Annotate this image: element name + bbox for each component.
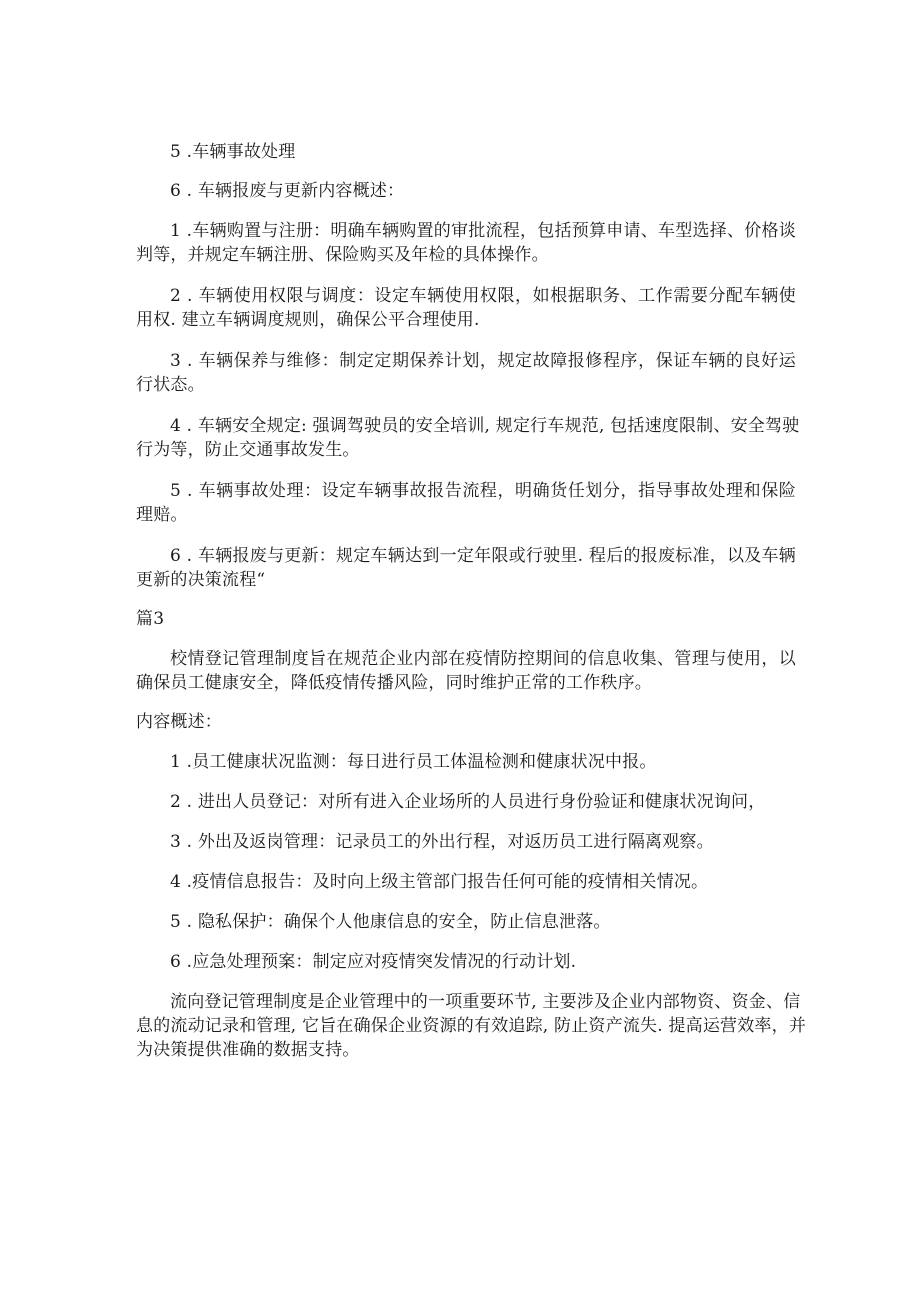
list-item-privacy: 5 . 隐私保护：确保个人他康信息的安全，防止信息泄落。 <box>170 912 611 932</box>
paragraph-flow-line2: 息的流动记录和管理, 它旨在确保企业资源的有效追踪, 防止资产流失. 提高运营效率，并 <box>136 1016 807 1036</box>
paragraph-flow-line1: 流向登记管理制度是企业管理中的一项重要环节, 主要涉及企业内部物资、资金、信 <box>170 992 801 1012</box>
content-overview-label: 内容概述： <box>136 712 222 732</box>
section-heading: 篇3 <box>136 609 165 629</box>
paragraph-usage-line1: 2 . 车辆使用权限与调度：设定车辆使用权限，如根据职务、工作需要分配车辆使 <box>170 286 796 306</box>
paragraph-safety-line2: 行为等，防止交通事故发生。 <box>136 440 360 460</box>
paragraph-maintenance-line1: 3 . 车辆保养与维修：制定定期保养计划，规定故障报修程序，保证车辆的良好运 <box>170 351 796 371</box>
paragraph-purchase-line2: 判等，并规定车辆注册、保险购买及年检的具体操作。 <box>136 245 549 265</box>
list-item-info-report: 4 .疫情信息报告：及时向上级主管部门报告任何可能的疫情相关情况。 <box>170 872 709 892</box>
list-item-emergency-plan: 6 .应急处理预案：制定应对疫情突发情况的行动计划. <box>170 952 577 972</box>
list-item-vehicle-accident: 5 .车辆事故处理 <box>170 142 296 162</box>
paragraph-flow-line3: 为决策提供准确的数据支持。 <box>136 1040 360 1060</box>
paragraph-accident-line1: 5 . 车辆事故处理：设定车辆事故报告流程，明确货任划分，指导事故处理和保险 <box>170 481 796 501</box>
paragraph-maintenance-line2: 行状态。 <box>136 375 205 395</box>
paragraph-safety-line1: 4 . 车辆安全规定: 强调驾驶员的安全培训, 规定行车规范, 包括速度限制、安全驾驶 <box>170 416 800 436</box>
paragraph-purchase-line1: 1 .车辆购置与注册：明确车辆购置的审批流程，包括预算申请、车型选择、价格谈 <box>170 221 796 241</box>
list-item-vehicle-scrap-overview: 6 . 车辆报废与更新内容概述： <box>170 181 405 201</box>
list-item-entry-registration: 2 . 进出人员登记：对所有进入企业场所的人员进行身份验证和健康状况询问， <box>170 792 766 812</box>
paragraph-intro-line1: 校情登记管理制度旨在规范企业内部在疫情防控期间的信息收集、管理与使用，以 <box>170 649 796 669</box>
list-item-health-monitoring: 1 .员工健康状况监测：每日进行员工体温检测和健康状况中报。 <box>170 752 657 772</box>
paragraph-scrap-line1: 6 . 车辆报废与更新：规定车辆达到一定年限或行驶里. 程后的报废标准，以及车辆 <box>170 546 796 566</box>
paragraph-scrap-line2: 更新的决策流程“ <box>136 570 266 590</box>
paragraph-usage-line2: 用权. 建立车辆调度规则，确保公平合理使用. <box>136 310 480 330</box>
paragraph-intro-line2: 确保员工健康安全，降低疫情传播风险，同时维护正常的工作秩序。 <box>136 673 652 693</box>
list-item-travel-return: 3 . 外出及返岗管理：记录员工的外出行程，对返历员工进行隔离观察。 <box>170 832 714 852</box>
paragraph-accident-line2: 理赔。 <box>136 505 188 525</box>
